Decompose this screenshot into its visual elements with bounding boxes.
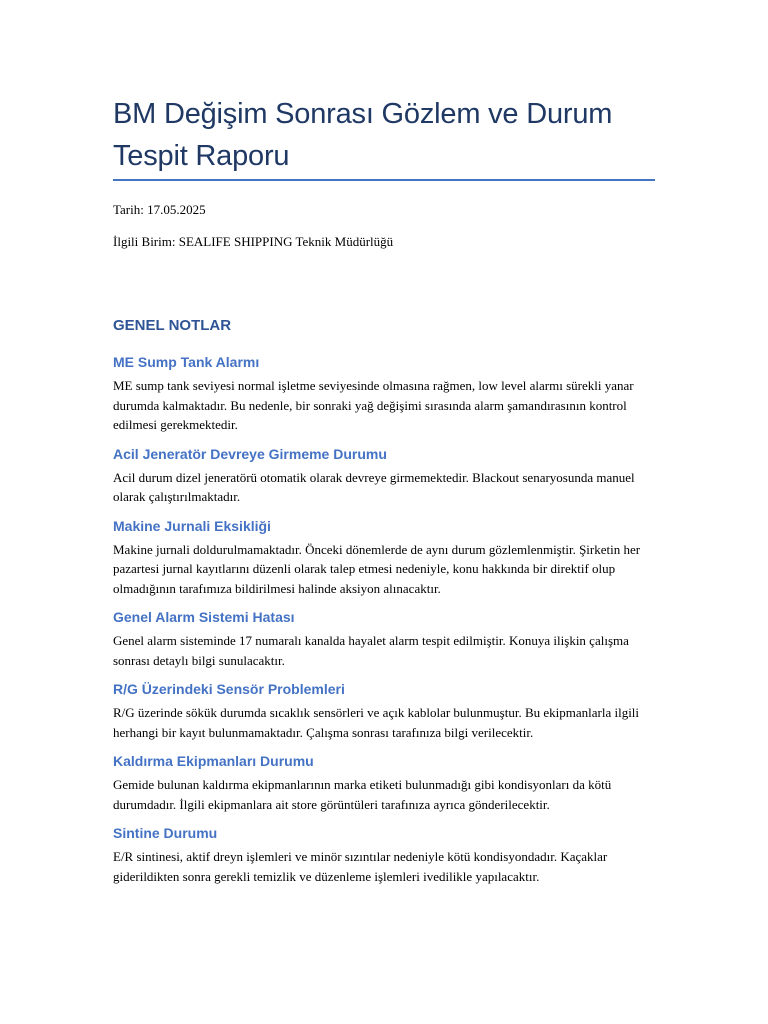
note-title: ME Sump Tank Alarmı	[113, 354, 260, 370]
note-me-sump-tank-alarm	[113, 352, 658, 435]
note-bilge-condition	[113, 823, 658, 886]
note-body: Acil durum dizel jeneratörü otomatik olarak devreye girmemektedir. Blackout senaryosunda manuel olarak çalıştırılmaktadır.	[113, 469, 635, 504]
section-heading-general-notes: GENEL NOTLAR	[113, 317, 232, 334]
note-title: Genel Alarm Sistemi Hatası	[113, 609, 295, 625]
note-body: Genel alarm sisteminde 17 numaralı kanalda hayalet alarm tespit edilmiştir. Konuya ilişkin çalışma sonrası detaylı bilgi sunulacaktır.	[113, 633, 629, 668]
note-title: R/G Üzerindeki Sensör Problemleri	[113, 681, 345, 697]
title-underline-divider	[113, 179, 655, 181]
note-emergency-generator	[113, 444, 658, 507]
note-title: Makine Jurnali Eksikliği	[113, 517, 271, 534]
report-date: Tarih: 17.05.2025	[113, 202, 206, 217]
note-body: Makine jurnali doldurulmamaktadır. Önceki dönemlerde de aynı durum gözlemlenmiştir. Şirketin her pazartesi jurnal kayıtlarını düzenli olarak talep etmesi nedeniyle, konu hakkında bir direktif olup olmadığının tarafımıza bildirilmesi halinde aksiyon alınacaktır.	[113, 541, 641, 596]
note-title: Kaldırma Ekipmanları Durumu	[113, 753, 314, 769]
note-general-alarm-system	[113, 607, 658, 670]
page-title: BM Değişim Sonrası Gözlem ve Durum Tespit Raporu	[113, 98, 613, 172]
related-unit: İlgili Birim: SEALIFE SHIPPING Teknik Müdürlüğü	[113, 234, 394, 249]
note-body: E/R sintinesi, aktif dreyn işlemleri ve minör sızıntılar nedeniyle kötü kondisyondadır. Kaçaklar giderildikten sonra gerekli temizlik ve düzenleme işlemleri ivedilikle yapılacaktır.	[113, 849, 608, 884]
note-body: Gemide bulunan kaldırma ekipmanlarının marka etiketi bulunmadığı gibi kondisyonları da kötü durumdadır. İlgili ekipmanlara ait store görüntüleri tarafınıza ayrıca gönderilecektir.	[113, 777, 612, 812]
note-title: Acil Jeneratör Devreye Girmeme Durumu	[113, 445, 387, 462]
notes-list	[113, 352, 658, 895]
note-title: Sintine Durumu	[113, 825, 218, 841]
note-rg-sensor-problems	[113, 679, 658, 742]
note-body: ME sump tank seviyesi normal işletme seviyesinde olmasına rağmen, low level alarmı sürekli yanar durumda kalmaktadır. Bu nedenle, bir sonraki yağ değişimi sırasında alarm şamandırasının kontrol edilmesi gerekmektedir.	[113, 378, 634, 432]
note-body: R/G üzerinde sökük durumda sıcaklık sensörleri ve açık kablolar bulunmuştur. Bu ekipmanlarla ilgili herhangi bir kayıt bulunmamaktadır. Çalışma sonrası tarafınıza bilgi verilecektir.	[113, 705, 640, 740]
note-engine-log	[113, 516, 658, 599]
note-lifting-equipment	[113, 751, 658, 814]
